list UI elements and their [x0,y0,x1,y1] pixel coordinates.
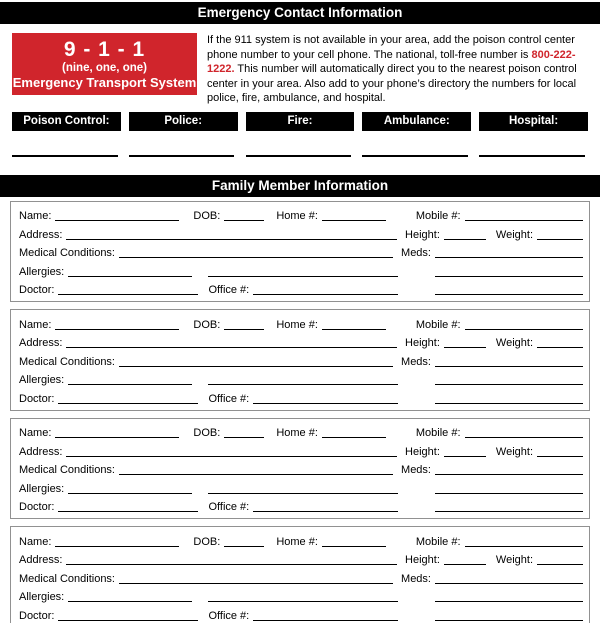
weight-label: Weight: [495,337,533,350]
height-label: Height: [405,337,440,350]
height-line[interactable] [444,239,486,240]
doctor-row [19,388,583,407]
911-badge [12,33,197,95]
dob-line[interactable] [224,437,264,438]
name-row [19,531,583,550]
name-label: Name: [19,318,52,331]
meds-line-3[interactable] [435,511,583,512]
name-line[interactable] [55,220,179,221]
medical-conditions-row [19,568,583,587]
home-phone-label: Home #: [276,535,318,548]
911-number: 9 - 1 - 1 [63,37,146,61]
emergency-numbers-row [12,112,588,157]
allergies-row [19,261,583,280]
meds-label: Meds: [401,247,431,260]
family-section-title: Family Member Information [0,175,600,197]
meds-line-2[interactable] [435,276,583,277]
doctor-row [19,605,583,623]
allergies-label: Allergies: [19,374,65,387]
contact-label: Hospital: [479,112,588,131]
name-line[interactable] [55,437,179,438]
mobile-phone-label: Mobile #: [415,427,461,440]
address-row [19,441,583,460]
home-phone-label: Home #: [276,210,318,223]
poison-control-phone-number: 800-222-1222. [207,48,576,76]
intro-text-before: If the 911 system is not available in your area, add the poison control center phone number to your cell phone. The national, toll-free number is [207,34,575,61]
office-phone-label: Office #: [208,609,250,622]
name-row [19,206,583,225]
height-line[interactable] [444,456,486,457]
allergies-line-2[interactable] [208,601,398,602]
allergies-line[interactable] [68,601,192,602]
weight-label: Weight: [495,445,533,458]
address-line[interactable] [66,239,397,240]
address-label: Address: [19,228,63,241]
allergies-row [19,587,583,606]
dob-label: DOB: [193,535,221,548]
intro-paragraph [207,33,588,106]
allergies-line-2[interactable] [208,493,398,494]
family-members-list [0,201,600,623]
mobile-phone-line[interactable] [465,546,583,547]
medical-conditions-line[interactable] [119,366,393,367]
home-phone-line[interactable] [322,220,386,221]
contact-column [362,112,471,157]
allergies-row [19,478,583,497]
family-member-card [10,526,590,623]
medical-conditions-label: Medical Conditions: [19,464,115,477]
allergies-label: Allergies: [19,482,65,495]
doctor-label: Doctor: [19,609,55,622]
allergies-line-2[interactable] [208,384,398,385]
mobile-phone-line[interactable] [465,329,583,330]
name-row [19,423,583,442]
medical-conditions-label: Medical Conditions: [19,247,115,260]
contact-column [479,112,588,157]
dob-line[interactable] [224,220,264,221]
address-line[interactable] [66,456,397,457]
dob-label: DOB: [193,427,221,440]
office-phone-label: Office #: [208,284,250,297]
office-phone-line[interactable] [253,294,398,295]
meds-line-2[interactable] [435,493,583,494]
mobile-phone-label: Mobile #: [415,210,461,223]
contact-column [246,112,355,157]
meds-line[interactable] [435,257,583,258]
allergies-line[interactable] [68,384,192,385]
allergies-line[interactable] [68,493,192,494]
medical-conditions-row [19,243,583,262]
meds-label: Meds: [401,572,431,585]
office-phone-label: Office #: [208,501,250,514]
meds-line-3[interactable] [435,620,583,621]
name-line[interactable] [55,546,179,547]
address-label: Address: [19,337,63,350]
weight-label: Weight: [495,228,533,241]
medical-conditions-label: Medical Conditions: [19,355,115,368]
allergies-label: Allergies: [19,591,65,604]
contact-write-line[interactable] [129,155,235,157]
address-line[interactable] [66,347,397,348]
meds-label: Meds: [401,464,431,477]
contact-label: Ambulance: [362,112,471,131]
height-label: Height: [405,554,440,567]
mobile-phone-line[interactable] [465,220,583,221]
weight-line[interactable] [537,347,583,348]
meds-line-2[interactable] [435,384,583,385]
address-line[interactable] [66,564,397,565]
family-member-card [10,201,590,303]
allergies-line-2[interactable] [208,276,398,277]
office-phone-line[interactable] [253,511,398,512]
911-words: (nine, one, one) [62,61,147,74]
address-row [19,550,583,569]
contact-label: Poison Control: [12,112,121,131]
dob-label: DOB: [193,210,221,223]
dob-line[interactable] [224,329,264,330]
doctor-label: Doctor: [19,392,55,405]
doctor-row [19,497,583,516]
doctor-line[interactable] [58,403,198,404]
address-row [19,333,583,352]
name-row [19,314,583,333]
home-phone-label: Home #: [276,427,318,440]
allergies-row [19,370,583,389]
home-phone-line[interactable] [322,329,386,330]
meds-line-3[interactable] [435,403,583,404]
family-member-card [10,418,590,520]
contact-write-line[interactable] [362,155,468,157]
office-phone-label: Office #: [208,392,250,405]
contact-column [12,112,121,157]
medical-conditions-line[interactable] [119,583,393,584]
home-phone-label: Home #: [276,318,318,331]
medical-conditions-label: Medical Conditions: [19,572,115,585]
doctor-label: Doctor: [19,501,55,514]
intro-text-after: This number will automatically direct you to the nearest poison control center in your area. Also add to your phone’s directory the numbers for local police, fire, ambulance, and hospital. [207,63,577,105]
home-phone-line[interactable] [322,437,386,438]
doctor-line[interactable] [58,511,198,512]
allergies-label: Allergies: [19,265,65,278]
height-line[interactable] [444,564,486,565]
height-line[interactable] [444,347,486,348]
height-label: Height: [405,228,440,241]
doctor-label: Doctor: [19,284,55,297]
medical-conditions-line[interactable] [119,474,393,475]
mobile-phone-label: Mobile #: [415,535,461,548]
name-line[interactable] [55,329,179,330]
page-title: Emergency Contact Information [0,2,600,24]
mobile-phone-label: Mobile #: [415,318,461,331]
doctor-row [19,280,583,299]
contact-write-line[interactable] [12,155,118,157]
address-label: Address: [19,445,63,458]
name-label: Name: [19,427,52,440]
address-row [19,224,583,243]
office-phone-line[interactable] [253,403,398,404]
contact-label: Fire: [246,112,355,131]
contact-write-line[interactable] [246,155,352,157]
weight-line[interactable] [537,456,583,457]
home-phone-line[interactable] [322,546,386,547]
meds-line[interactable] [435,583,583,584]
dob-line[interactable] [224,546,264,547]
911-caption: Emergency Transport System [12,74,197,90]
doctor-line[interactable] [58,294,198,295]
name-label: Name: [19,535,52,548]
doctor-line[interactable] [58,620,198,621]
allergies-line[interactable] [68,276,192,277]
office-phone-line[interactable] [253,620,398,621]
dob-label: DOB: [193,318,221,331]
contact-column [129,112,238,157]
height-label: Height: [405,445,440,458]
meds-line-3[interactable] [435,294,583,295]
family-member-card [10,309,590,411]
weight-line[interactable] [537,239,583,240]
contact-write-line[interactable] [479,155,585,157]
medical-conditions-line[interactable] [119,257,393,258]
meds-label: Meds: [401,355,431,368]
medical-conditions-row [19,460,583,479]
address-label: Address: [19,554,63,567]
meds-line[interactable] [435,366,583,367]
mobile-phone-line[interactable] [465,437,583,438]
medical-conditions-row [19,351,583,370]
meds-line[interactable] [435,474,583,475]
name-label: Name: [19,210,52,223]
weight-line[interactable] [537,564,583,565]
weight-label: Weight: [495,554,533,567]
intro-section [12,33,588,106]
contact-label: Police: [129,112,238,131]
meds-line-2[interactable] [435,601,583,602]
